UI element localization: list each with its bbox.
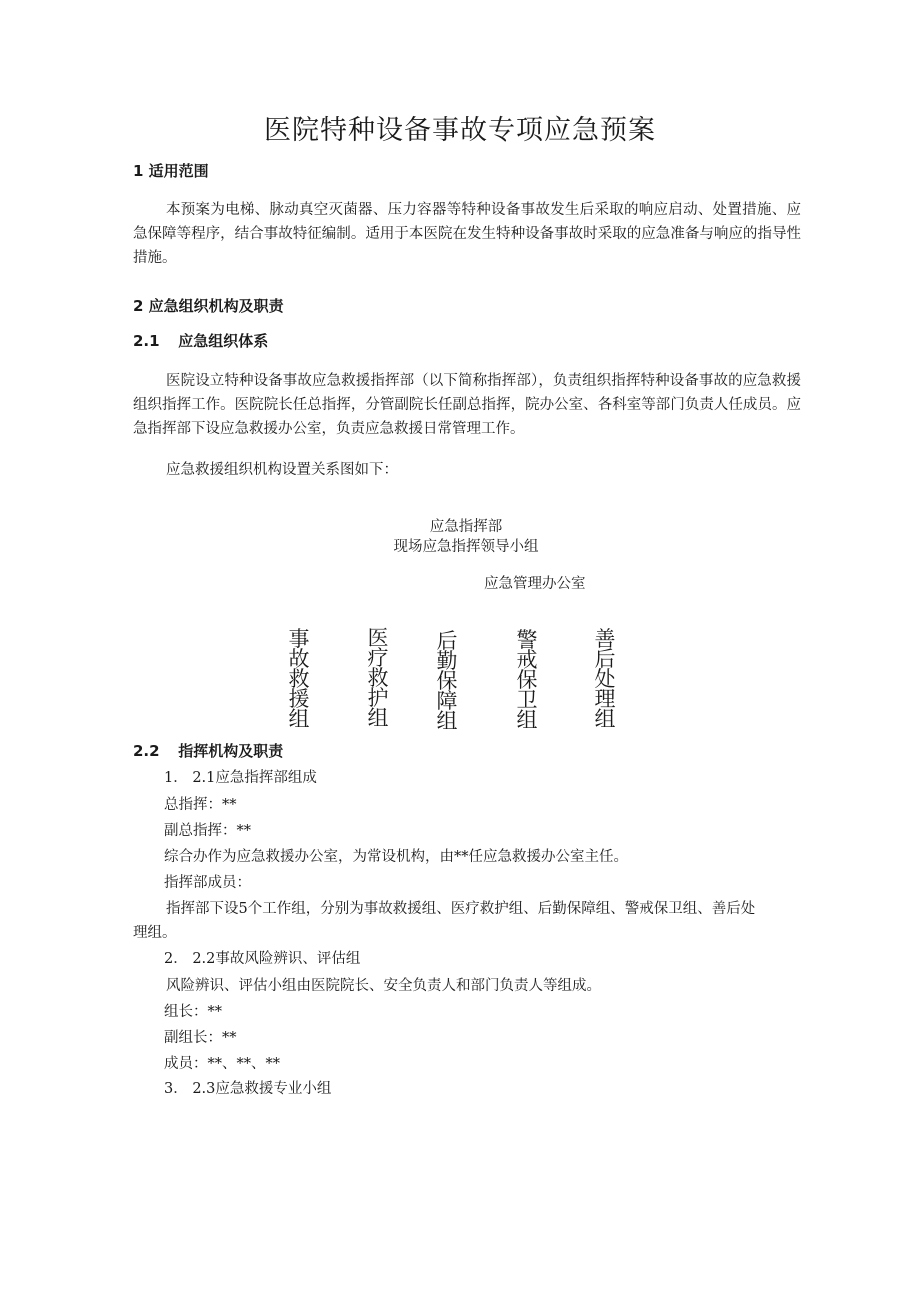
- section-number: 2: [133, 297, 144, 315]
- team-members-line: 成员：**、**、**: [164, 1056, 280, 1072]
- office-line: 综合办作为应急救援办公室，为常设机构，由**任应急救援办公室主任。: [164, 849, 628, 865]
- org-chart-group-logistics: 后 勤 保 障 组: [436, 629, 458, 733]
- section-title: 应急组织机构及职责: [148, 297, 284, 315]
- section-2-heading: [133, 295, 284, 316]
- section-1-heading: [133, 160, 209, 181]
- section-title: 应急组织体系: [178, 332, 269, 350]
- risk-team-line: 风险辨识、评估小组由医院院长、安全负责人和部门负责人等组成。: [166, 978, 601, 994]
- document-title: 医院特种设备事故专项应急预案: [264, 115, 656, 146]
- org-chart-group-aftermath: 善 后 处 理 组: [594, 627, 616, 731]
- chief-commander-line: 总指挥：**: [164, 797, 237, 813]
- groups-line-cont: 理组。: [133, 925, 177, 941]
- members-line: 指挥部成员：: [164, 875, 251, 891]
- section-number: 1: [133, 162, 144, 180]
- section-1-paragraph: 本预案为电梯、脉动真空灭菌器、压力容器等特种设备事故发生后采取的响应启动、处置措施、应急保障等程序，结合事故特征编制。适用于本医院在发生特种设备事故时采取的应急准备与响应的指导性措施。: [133, 202, 801, 266]
- groups-line: 指挥部下设5个工作组，分别为事故救援组、医疗救护组、后勤保障组、警戒保卫组、善后处: [166, 901, 756, 917]
- org-chart-group-accident-rescue: 事 故 救 援 组: [288, 627, 310, 731]
- org-chart-top-node: 应急指挥部: [429, 519, 503, 535]
- deputy-commander-line: 副总指挥：**: [164, 823, 251, 839]
- list-item: 2． 2.2事故风险辨识、评估组: [164, 951, 361, 967]
- org-chart-group-medical-rescue: 医 疗 救 护 组: [367, 626, 389, 730]
- section-2-2-heading: [133, 740, 283, 761]
- org-chart-group-security: 警 戒 保 卫 组: [516, 628, 538, 732]
- org-chart-office-node: 应急管理办公室: [484, 576, 586, 592]
- team-leader-line: 组长：**: [164, 1004, 222, 1020]
- list-item: 1． 2.1应急指挥部组成: [164, 770, 317, 786]
- section-2-1-heading: [133, 330, 268, 351]
- section-number: 2.1: [133, 332, 160, 350]
- org-chart-leader-group: 现场应急指挥领导小组: [393, 539, 539, 555]
- list-item: 3． 2.3应急救援专业小组: [164, 1081, 332, 1097]
- vice-leader-line: 副组长：**: [164, 1030, 237, 1046]
- section-number: 2.2: [133, 742, 160, 760]
- section-title: 指挥机构及职责: [178, 742, 284, 760]
- section-title: 适用范围: [148, 162, 209, 180]
- section-2-1-paragraph: 医院设立特种设备事故应急救援指挥部（以下简称指挥部），负责组织指挥特种设备事故的应急救援组织指挥工作。医院院长任总指挥，分管副院长任副总指挥，院办公室、各科室等部门负责人任成员。应急指挥部下设应急救援办公室，负责应急救援日常管理工作。: [133, 373, 801, 437]
- org-chart-intro: 应急救援组织机构设置关系图如下：: [166, 462, 398, 478]
